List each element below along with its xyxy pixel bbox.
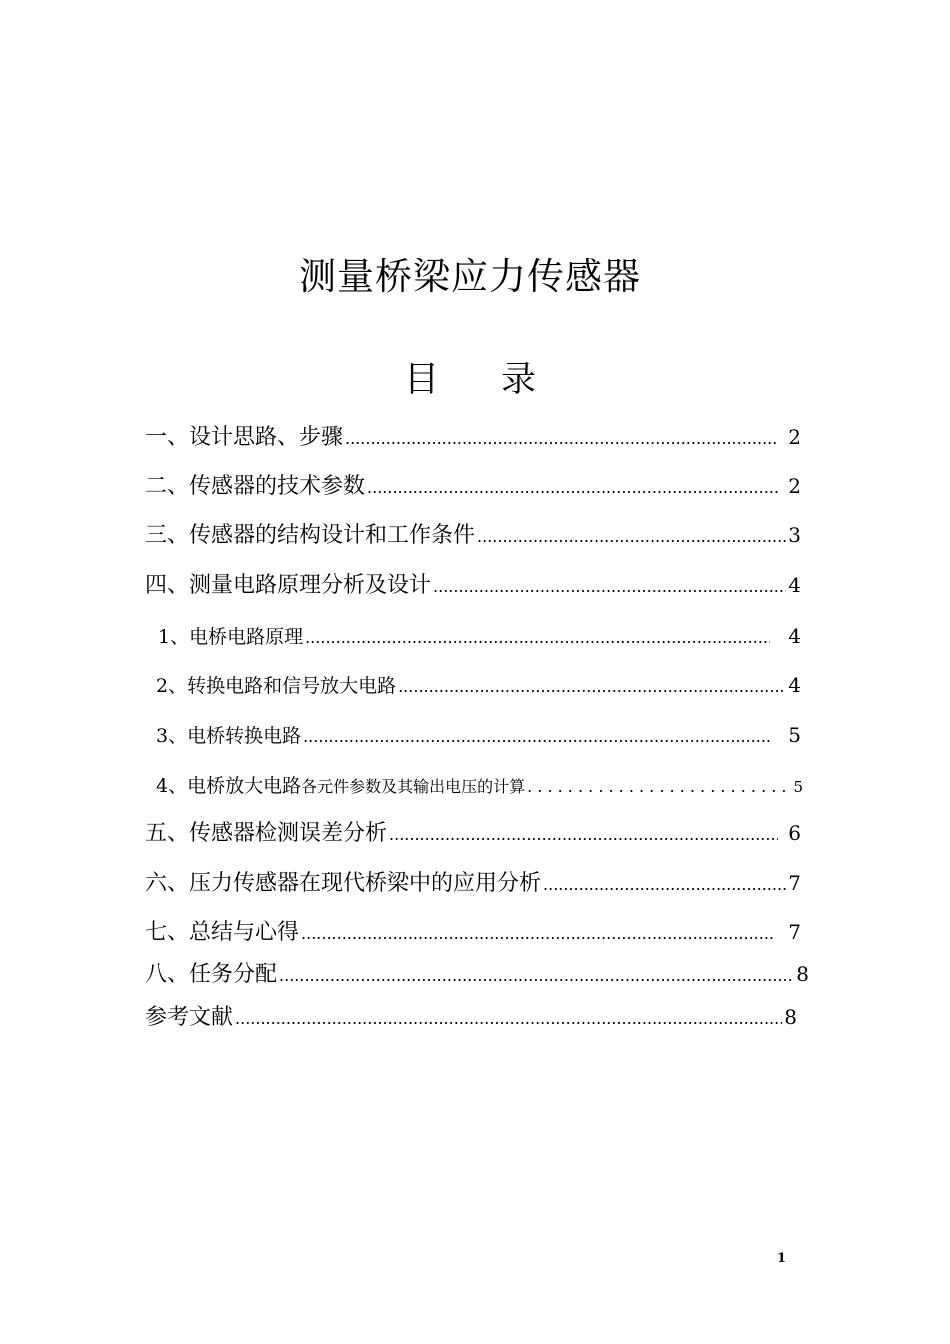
toc-subentry[interactable]: [156, 721, 801, 748]
toc-entry[interactable]: [145, 866, 801, 897]
toc-subentry[interactable]: [156, 771, 803, 798]
dot-leader: [527, 777, 791, 796]
dot-leader: [367, 478, 778, 497]
toc-entry[interactable]: [145, 1000, 797, 1031]
dot-leader: [303, 727, 770, 746]
dot-leader: [235, 1009, 782, 1028]
toc-entry-page: 4: [788, 573, 801, 597]
toc-heading-right: 录: [501, 360, 537, 400]
toc-entry-page: 2: [788, 474, 801, 498]
toc-entry-page: 4: [788, 673, 801, 697]
toc-entry-page: 7: [788, 871, 801, 895]
toc-entry-page: 3: [788, 523, 801, 547]
toc-heading: [0, 352, 940, 402]
toc-entry[interactable]: [145, 957, 809, 988]
toc-entry[interactable]: [145, 420, 801, 451]
toc-entry-page: 5: [788, 723, 801, 747]
toc-entry-page: 5: [793, 778, 803, 796]
document-title: 测量桥梁应力传感器: [299, 255, 641, 298]
toc-entry-label: 参考文献: [145, 1005, 234, 1030]
toc-entry-page: 4: [788, 624, 801, 648]
dot-leader: [389, 825, 778, 844]
toc-entry-page: 7: [788, 920, 801, 944]
toc-entry-page: 6: [788, 821, 801, 845]
dot-leader: [433, 577, 786, 596]
toc-entry[interactable]: [145, 816, 801, 847]
toc-entry-page: 8: [796, 962, 809, 986]
toc-entry-label: 2、转换电路和信号放大电路: [156, 675, 397, 697]
toc-entry-label: 六、压力传感器在现代桥梁中的应用分析: [145, 871, 542, 896]
dot-leader: [477, 527, 786, 546]
toc-entry-label: 七、总结与心得: [145, 920, 300, 945]
toc-heading-left: 目: [403, 360, 439, 400]
toc-entry-label: 五、传感器检测误差分析: [145, 821, 388, 846]
toc-entry-label: 八、任务分配: [145, 962, 278, 987]
toc-entry-page: 2: [788, 425, 801, 449]
dot-leader: [301, 924, 774, 943]
dot-leader: [398, 677, 786, 696]
toc-entry[interactable]: [145, 469, 801, 500]
toc-entry-label: 1、电桥电路原理: [158, 626, 304, 648]
dot-leader: [305, 628, 770, 647]
toc-entry[interactable]: [145, 518, 801, 549]
toc-subentry[interactable]: [158, 622, 801, 649]
dot-leader: [543, 875, 786, 894]
toc-entry-label: 二、传感器的技术参数: [145, 474, 366, 499]
toc-entry[interactable]: [145, 568, 801, 599]
dot-leader: [345, 429, 778, 448]
toc-entry-page: 8: [784, 1005, 797, 1029]
toc-entry-label: 一、设计思路、步骤: [145, 425, 344, 450]
toc-entry[interactable]: [145, 915, 801, 946]
toc-entry-label-detail: 各元件参数及其输出电压的计算: [301, 777, 526, 796]
toc-entry-label: 3、电桥转换电路: [156, 725, 302, 747]
toc-subentry[interactable]: [156, 671, 801, 698]
toc-entry-label: 三、传感器的结构设计和工作条件: [145, 523, 476, 548]
toc-entry-label: 4、电桥放大电路: [156, 775, 302, 797]
footer-page-number: 1: [777, 1251, 787, 1266]
dot-leader: [279, 966, 794, 985]
toc-entry-label: 四、测量电路原理分析及设计: [145, 573, 432, 598]
